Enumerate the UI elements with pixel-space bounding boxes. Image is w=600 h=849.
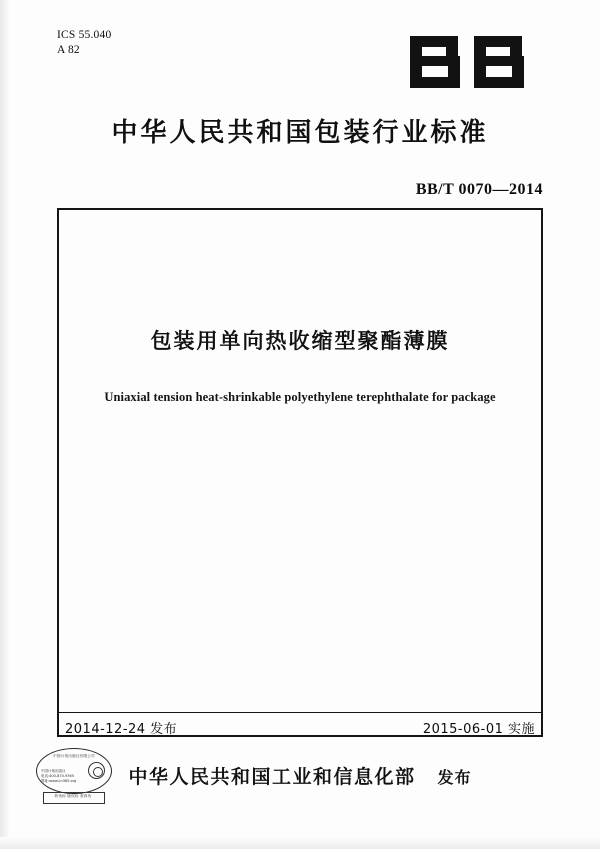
effective-date: 2015-06-01 实施 bbox=[422, 722, 535, 737]
classification-code: A 82 bbox=[57, 44, 80, 56]
document-title-chinese: 包装用单向热收缩型聚酯薄膜 bbox=[150, 329, 450, 353]
seal-line-3: 网址:www.cn365.org bbox=[41, 779, 77, 784]
document-title-english: Uniaxial tension heat-shrinkable polyethylene terephthalate for package bbox=[104, 390, 496, 404]
scan-edge-bottom bbox=[0, 837, 600, 849]
classification-codes bbox=[57, 28, 111, 58]
seal-oval-icon bbox=[36, 748, 112, 794]
seal-badge-icon bbox=[88, 762, 105, 779]
issuing-authority-name: 中华人民共和国工业和信息化部 bbox=[128, 766, 416, 788]
frame-right-rule bbox=[541, 208, 543, 737]
frame-date-rule bbox=[57, 712, 543, 713]
seal-line-2: 电话:400-870-9365 bbox=[41, 774, 74, 779]
bb-logo-icon bbox=[408, 34, 528, 90]
seal-caption: 防伪标 版权标 查真伪 bbox=[54, 794, 92, 798]
publish-word: 发布 bbox=[437, 768, 472, 787]
frame-left-rule bbox=[57, 208, 59, 737]
seal-line-1: 中国计划出版社 bbox=[41, 769, 66, 773]
publisher-seal bbox=[36, 748, 110, 806]
seal-arc-text: 中国计划出版社有限公司 bbox=[53, 754, 95, 758]
ics-code: ICS 55.040 bbox=[57, 29, 112, 41]
standard-series-title: 中华人民共和国包装行业标准 bbox=[111, 118, 489, 148]
issue-date: 2014-12-24 发布 bbox=[65, 722, 178, 737]
frame-top-rule bbox=[57, 208, 543, 210]
standard-number: BB/T 0070—2014 bbox=[415, 181, 543, 198]
